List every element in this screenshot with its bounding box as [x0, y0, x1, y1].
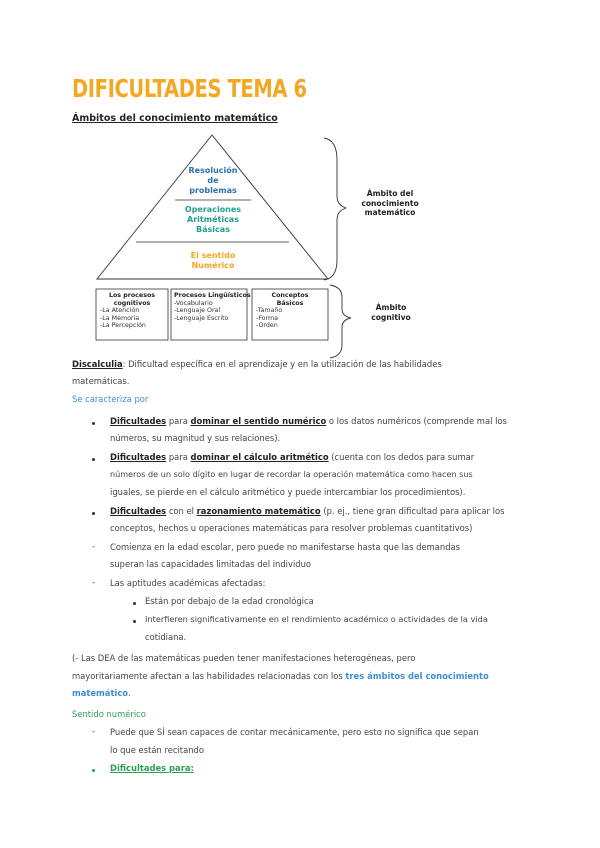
caracteriza-heading: Se caracteriza por: [72, 394, 149, 404]
box-item: -La Memoria: [100, 314, 140, 322]
pyramid-middle-line: Básicas: [196, 225, 230, 234]
note-highlight: tres ámbitos del conocimiento: [345, 671, 489, 681]
bullet-dot: [92, 458, 95, 461]
box-heading: Los procesos: [108, 292, 156, 299]
box-heading: Conceptos: [271, 292, 309, 299]
bullet-2-line-3: iguales, se pierde en el cálculo aritmético y puede intercambiar los procedimientos).: [110, 487, 466, 497]
bullet-3-bold: razonamiento matemático: [196, 506, 321, 516]
box-item: -Tamaño: [256, 307, 283, 315]
pyramid-top-line: de: [207, 176, 219, 185]
box-cognitivos-text: [100, 292, 164, 330]
pyramid-bottom-line: El sentido: [190, 251, 236, 260]
bullet-2-rest: (cuenta con los dedos para sumar: [328, 452, 475, 462]
dash-3-line-2: lo que están recitando: [110, 745, 204, 755]
dash-marker: -: [92, 541, 96, 551]
box-item: -Orden: [256, 322, 278, 330]
bullet-3-rest: (p. ej., tiene gran dificultad para aplicar los: [320, 506, 505, 516]
box-item: -Vocabulario: [174, 299, 213, 307]
discalculia-term: Discalculia: [72, 359, 123, 369]
box-item: -La Percepción: [100, 322, 146, 330]
sub-bullet-2-line-1: Interfieren significativamente en el rendimiento académico o actividades de la vida: [145, 614, 488, 624]
pyramid-top-line: problemas: [189, 186, 237, 195]
dash-3-line-1: Puede que SÍ sean capaces de contar mecánicamente, pero esto no significa que sepan: [110, 727, 479, 737]
note-line-2: [72, 669, 489, 685]
note-period: .: [128, 688, 131, 698]
note-highlight-end: matemático: [72, 688, 129, 698]
discalculia-line-2: matemáticas.: [72, 376, 130, 386]
bullet-2-line-2: números de un solo dígito en lugar de recordar la operación matemática como hacen sus: [110, 469, 473, 479]
dash-1-line-2: superan las capacidades limitadas del individuo: [110, 559, 312, 569]
bullet-2-term: Dificultades: [110, 452, 167, 462]
side-label-line: Ámbito: [375, 303, 407, 312]
box-item: -Forma: [256, 314, 278, 322]
bullet-1-line-1: [110, 414, 507, 430]
box-heading: Básicos: [276, 299, 304, 307]
sub-bullet-2-line-2: cotidiana.: [145, 632, 187, 642]
bullet-1-line-2: números, su magnitud y sus relaciones).: [110, 433, 281, 443]
bullet-2-bold: dominar el cálculo aritmético: [190, 452, 329, 462]
pyramid-top-line: Resolución: [188, 166, 238, 175]
bullet-dot: [92, 769, 95, 772]
dash-2-line-1: Las aptitudes académicas afectadas:: [110, 578, 266, 588]
pyramid-middle-label: [163, 205, 263, 235]
bullet-3-line-1: [110, 504, 504, 520]
brace-upper: [324, 138, 346, 280]
sub-bullet-dot: [133, 620, 136, 623]
bullet-3-term: Dificultades: [110, 506, 167, 516]
pyramid-middle-line: Operaciones: [184, 205, 242, 214]
section-subtitle: Ámbitos del conocimiento matemático: [72, 113, 278, 124]
note-line-2-start: mayoritariamente afectan a las habilidades relacionadas con los: [72, 671, 346, 681]
side-label-cognitivo: [356, 303, 426, 322]
note-line-1: (- Las DEA de las matemáticas pueden tener manifestaciones heterogéneas, pero: [72, 653, 416, 663]
side-label-line: matemático: [364, 208, 416, 217]
bullet-3-mid: con el: [166, 506, 197, 516]
side-label-line: cognitivo: [371, 312, 411, 322]
bullet-3-line-2: conceptos, hechos u operaciones matemáticas para resolver problemas cuantitativos): [110, 523, 473, 533]
pyramid-bottom-line: Numérico: [191, 261, 235, 270]
side-label-line: Ámbito del: [366, 189, 414, 198]
bullet-dot: [92, 422, 95, 425]
box-item: -Lenguaje Escrito: [174, 314, 229, 322]
dash-marker: -: [92, 577, 96, 587]
pyramid-middle-line: Aritméticas: [187, 215, 239, 224]
document-title: DIFICULTADES TEMA 6: [72, 74, 307, 103]
side-label-conocimiento: [350, 189, 430, 218]
bullet-1-term: Dificultades: [110, 416, 167, 426]
box-linguisticos-text: [174, 292, 251, 322]
side-label-line: conocimiento: [361, 198, 419, 208]
bullet-dot: [92, 512, 95, 515]
bullet-1-mid: para: [166, 416, 191, 426]
pyramid-bottom-label: [163, 251, 263, 271]
bullet-2-line-1: [110, 450, 474, 466]
sub-bullet-1: Están por debajo de la edad cronológica: [145, 596, 314, 606]
bullet-1-bold: dominar el sentido numérico: [190, 416, 327, 426]
pyramid-top-label: [173, 166, 253, 196]
box-heading: cognitivos: [113, 299, 151, 307]
box-heading: Procesos Lingüísticos: [174, 292, 251, 299]
sentido-heading: Sentido numérico: [72, 709, 146, 719]
sub-bullet-dot: [133, 602, 136, 605]
bullet-4-line-1: Dificultades para:: [110, 763, 194, 773]
dash-1-line-1: Comienza en la edad escolar, pero puede no manifestarse hasta que las demandas: [110, 542, 461, 552]
bullet-1-rest: o los datos numéricos (comprende mal los: [326, 416, 507, 426]
box-conceptos-text: [256, 292, 324, 330]
discalculia-definition: : Dificultad específica en el aprendizaje y en la utilización de las habilidades: [122, 359, 442, 369]
dash-marker: -: [92, 726, 96, 736]
brace-lower: [330, 285, 351, 358]
note-line-3: [72, 686, 131, 702]
discalculia-line-1: [72, 357, 442, 373]
bullet-2-mid: para: [166, 452, 191, 462]
box-item: -Lenguaje Oral: [174, 307, 221, 315]
box-item: -La Atención: [100, 307, 140, 315]
